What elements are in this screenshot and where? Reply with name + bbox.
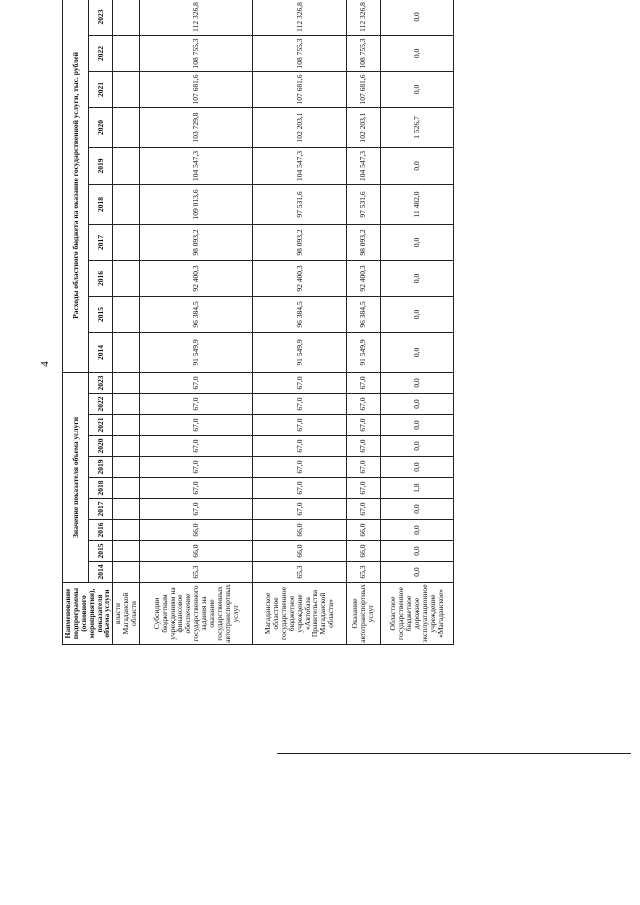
- volume-cell: 65,3: [253, 562, 347, 583]
- volume-cell: 66,0: [139, 541, 252, 562]
- volume-cell: 0,0: [380, 499, 454, 520]
- expense-cell: 0,0: [380, 332, 454, 372]
- expense-cell: 108 755,3: [139, 35, 252, 71]
- expense-cell: 0,0: [380, 0, 454, 35]
- rotated-table: [62, 2, 445, 645]
- header-expense-year: 2014: [89, 332, 113, 372]
- expense-cell: 98 093,2: [346, 224, 380, 260]
- volume-cell: 0,0: [380, 562, 454, 583]
- volume-cell: 1,8: [380, 478, 454, 499]
- header-volume-group: Значение показателя объема услуги: [63, 372, 89, 582]
- volume-cell: 67,0: [253, 499, 347, 520]
- header-expense-group: Расходы областного бюджета на оказание государственной услуги, тыс. рублей: [63, 0, 89, 372]
- expense-cell: 102 203,1: [346, 107, 380, 147]
- expense-cell: 96 384,5: [346, 296, 380, 332]
- header-volume-year: 2023: [89, 372, 113, 393]
- expense-cell: 91 549,9: [346, 332, 380, 372]
- header-name-column: Наименование подпрограммы (основного мероприятия), показателя объема услуги: [63, 583, 113, 645]
- expense-cell: 103 729,8: [139, 107, 252, 147]
- volume-cell: 67,0: [346, 436, 380, 457]
- volume-cell: 67,0: [346, 415, 380, 436]
- volume-cell: 0,0: [380, 520, 454, 541]
- volume-cell: [113, 541, 140, 562]
- expense-cell: [113, 35, 140, 71]
- table-row: [113, 0, 140, 645]
- volume-cell: 67,0: [139, 394, 252, 415]
- volume-cell: 0,0: [380, 372, 454, 393]
- header-expense-year: 2020: [89, 107, 113, 147]
- header-volume-year: 2022: [89, 394, 113, 415]
- volume-cell: [113, 478, 140, 499]
- expense-cell: 98 093,2: [253, 224, 347, 260]
- expense-cell: 104 547,3: [346, 147, 380, 184]
- volume-cell: 66,0: [253, 541, 347, 562]
- header-expense-year: 2019: [89, 147, 113, 184]
- volume-cell: [113, 499, 140, 520]
- volume-cell: 66,0: [346, 520, 380, 541]
- expense-cell: 109 013,6: [139, 184, 252, 224]
- expense-cell: 97 531,6: [346, 184, 380, 224]
- volume-cell: 67,0: [139, 457, 252, 478]
- header-volume-year: 2017: [89, 499, 113, 520]
- volume-cell: [113, 415, 140, 436]
- header-row-group: [63, 0, 89, 645]
- expense-cell: 0,0: [380, 296, 454, 332]
- table-row: [346, 0, 380, 645]
- volume-cell: 65,3: [139, 562, 252, 583]
- expense-cell: [113, 224, 140, 260]
- expense-cell: 98 093,2: [139, 224, 252, 260]
- volume-cell: 67,0: [346, 457, 380, 478]
- volume-cell: [113, 520, 140, 541]
- header-expense-year: 2021: [89, 71, 113, 107]
- expense-cell: 107 681,6: [346, 71, 380, 107]
- header-volume-year: 2016: [89, 520, 113, 541]
- header-volume-year: 2019: [89, 457, 113, 478]
- header-expense-year: 2023: [89, 0, 113, 35]
- volume-cell: 67,0: [346, 499, 380, 520]
- header-volume-year: 2021: [89, 415, 113, 436]
- expense-cell: [113, 260, 140, 296]
- volume-cell: 67,0: [346, 372, 380, 393]
- volume-cell: [113, 436, 140, 457]
- service-volume-expense-table: [62, 0, 454, 645]
- volume-cell: 67,0: [253, 372, 347, 393]
- expense-cell: 91 549,9: [139, 332, 252, 372]
- expense-cell: 92 400,3: [346, 260, 380, 296]
- expense-cell: 0,0: [380, 147, 454, 184]
- expense-cell: 92 400,3: [139, 260, 252, 296]
- expense-cell: 0,0: [380, 71, 454, 107]
- expense-cell: 0,0: [380, 224, 454, 260]
- header-expense-year: 2018: [89, 184, 113, 224]
- header-volume-year: 2015: [89, 541, 113, 562]
- header-volume-year: 2014: [89, 562, 113, 583]
- row-name-cell: власти Магаданской области: [113, 583, 140, 645]
- volume-cell: 67,0: [139, 372, 252, 393]
- expense-cell: 107 681,6: [139, 71, 252, 107]
- volume-cell: 67,0: [253, 436, 347, 457]
- expense-cell: 108 755,3: [253, 35, 347, 71]
- volume-cell: [113, 457, 140, 478]
- header-expense-year: 2017: [89, 224, 113, 260]
- expense-cell: [113, 296, 140, 332]
- expense-cell: [113, 332, 140, 372]
- volume-cell: 0,0: [380, 394, 454, 415]
- volume-cell: 67,0: [253, 478, 347, 499]
- expense-cell: 108 755,3: [346, 35, 380, 71]
- volume-cell: [113, 372, 140, 393]
- page-number: 4: [38, 361, 51, 367]
- expense-cell: [113, 107, 140, 147]
- header-volume-year: 2018: [89, 478, 113, 499]
- expense-cell: 104 547,3: [253, 147, 347, 184]
- expense-cell: 112 326,8: [253, 0, 347, 35]
- row-name-cell: Субсидии бюджетным учреждениям на финансовое обеспечение государственного задания на оказание государственных автотранспортных услуг: [139, 583, 252, 645]
- volume-cell: [113, 562, 140, 583]
- row-name-cell: Оказание автотранспортных услуг: [346, 583, 380, 645]
- footer-divider: [277, 753, 631, 754]
- volume-cell: 67,0: [253, 415, 347, 436]
- header-expense-year: 2022: [89, 35, 113, 71]
- table-body: [113, 0, 454, 645]
- expense-cell: [113, 71, 140, 107]
- expense-cell: 96 384,5: [253, 296, 347, 332]
- expense-cell: 112 326,8: [139, 0, 252, 35]
- volume-cell: 0,0: [380, 415, 454, 436]
- expense-cell: 112 326,8: [346, 0, 380, 35]
- volume-cell: 0,0: [380, 436, 454, 457]
- expense-cell: 0,0: [380, 260, 454, 296]
- expense-cell: 107 681,6: [253, 71, 347, 107]
- expense-cell: 92 400,3: [253, 260, 347, 296]
- expense-cell: 96 384,5: [139, 296, 252, 332]
- volume-cell: 67,0: [253, 457, 347, 478]
- header-volume-year: 2020: [89, 436, 113, 457]
- expense-cell: [113, 0, 140, 35]
- expense-cell: 104 547,3: [139, 147, 252, 184]
- expense-cell: 0,0: [380, 35, 454, 71]
- volume-cell: 67,0: [253, 394, 347, 415]
- row-name-cell: Магаданское областное государственное бюджетное учреждение «Автобаза Правительства Магаданской области»: [253, 583, 347, 645]
- expense-cell: 91 549,9: [253, 332, 347, 372]
- table-row: [380, 0, 454, 645]
- expense-cell: [113, 147, 140, 184]
- table-row: [253, 0, 347, 645]
- volume-cell: 66,0: [253, 520, 347, 541]
- header-row-years: [89, 0, 113, 645]
- volume-cell: 67,0: [139, 436, 252, 457]
- volume-cell: 67,0: [346, 394, 380, 415]
- expense-cell: 11 482,0: [380, 184, 454, 224]
- volume-cell: 67,0: [346, 478, 380, 499]
- volume-cell: 0,0: [380, 457, 454, 478]
- volume-cell: [113, 394, 140, 415]
- row-name-cell: Областное государственное бюджетное дорожное эксплуатационное учреждение «Магаданское»: [380, 583, 454, 645]
- volume-cell: 65,3: [346, 562, 380, 583]
- expense-cell: 102 203,1: [253, 107, 347, 147]
- expense-cell: 1 526,7: [380, 107, 454, 147]
- volume-cell: 66,0: [346, 541, 380, 562]
- table-row: [139, 0, 252, 645]
- volume-cell: 0,0: [380, 541, 454, 562]
- volume-cell: 66,0: [139, 520, 252, 541]
- volume-cell: 67,0: [139, 499, 252, 520]
- rotated-table-wrapper: [62, 2, 445, 645]
- header-expense-year: 2016: [89, 260, 113, 296]
- volume-cell: 67,0: [139, 415, 252, 436]
- expense-cell: [113, 184, 140, 224]
- volume-cell: 67,0: [139, 478, 252, 499]
- header-expense-year: 2015: [89, 296, 113, 332]
- expense-cell: 97 531,6: [253, 184, 347, 224]
